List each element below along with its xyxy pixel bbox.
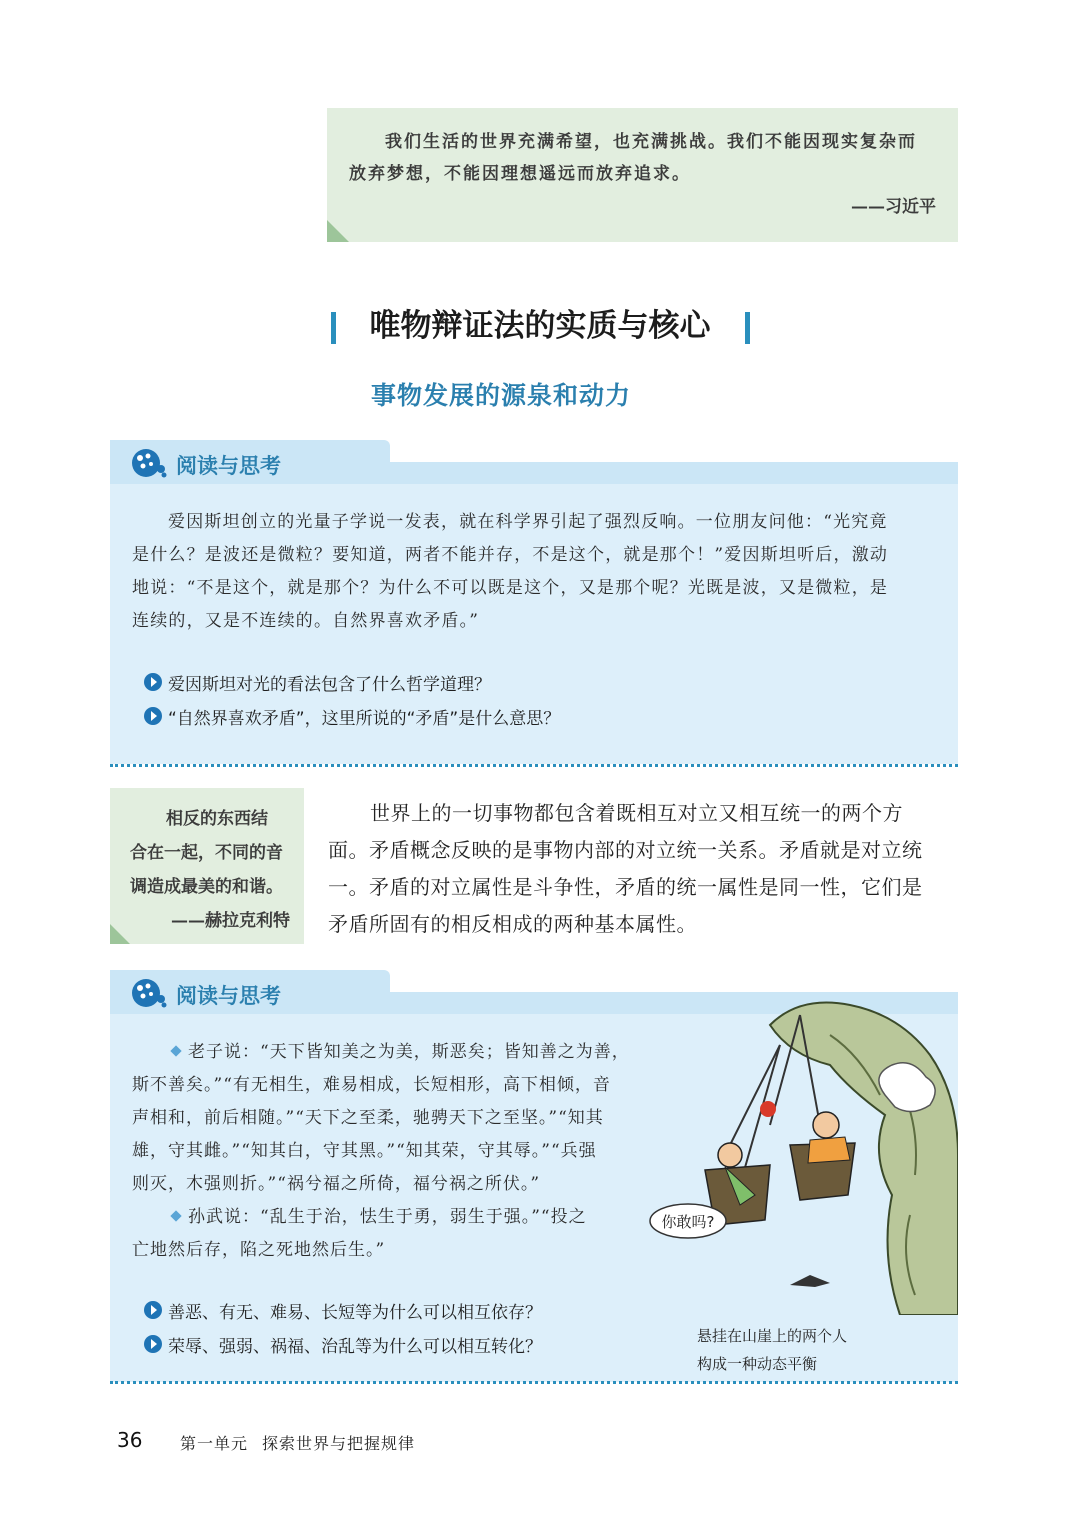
unit-label: 第一单元 (180, 1434, 249, 1453)
question-text: “自然界喜欢矛盾”，这里所说的“矛盾”是什么意思？ (168, 709, 561, 729)
reading2-line (132, 1201, 632, 1234)
reading2-line-text: 孙武说：“乱生于治，怯生于勇，弱生于强。”“投之 (188, 1207, 587, 1227)
arrow-bullet-icon (144, 1301, 162, 1319)
reading2-line: 声相和，前后相随。”“天下之至柔，驰骋天下之至坚。”“知其 (132, 1108, 604, 1128)
caption-line: 悬挂在山崖上的两个人 (697, 1327, 848, 1345)
top-quote-attribution: ——习近平 (851, 197, 936, 217)
question-item (168, 1298, 542, 1323)
reading2-line: 斯不善矣。”“有无相生，难易相成，长短相形，高下相倾，音 (132, 1075, 611, 1095)
question-text: 爱因斯坦对光的看法包含了什么哲学道理？ (168, 675, 491, 695)
footer-unit (180, 1431, 429, 1454)
reading2-text (132, 1036, 632, 1267)
top-quote-line1: 我们生活的世界充满希望，也充满挑战。我们不能因现实复杂而 (385, 132, 917, 152)
arrow-bullet-icon (144, 673, 162, 691)
side-quote-line: 合在一起，不同的音 (130, 843, 283, 863)
reading-tab (110, 440, 390, 484)
dotted-divider (110, 764, 958, 767)
reading-header: 阅读与思考 (176, 984, 281, 1008)
thinking-icon (128, 975, 168, 1009)
caption-line: 构成一种动态平衡 (697, 1355, 818, 1373)
reading1-line: 爱因斯坦创立的光量子学说一发表，就在科学界引起了强烈反响。一位朋友问他：“光究竟 (168, 512, 888, 532)
main-paragraph (328, 795, 958, 943)
reading-header: 阅读与思考 (176, 454, 281, 478)
section-title (0, 300, 1080, 345)
reading1-line: 是什么？是波还是微粒？要知道，两者不能并存，不是这个，就是那个！”爱因斯坦听后，激动 (132, 545, 889, 565)
thinking-icon (128, 445, 168, 479)
reading-tab (110, 970, 390, 1014)
question-item (168, 704, 560, 729)
reading2-line-text: 老子说：“天下皆知美之为美，斯恶矣；皆知善之为善， (188, 1042, 630, 1062)
top-quote-box (327, 108, 958, 242)
side-quote-box (110, 788, 304, 944)
top-quote-line2: 放弃梦想，不能因理想遥远而放弃追求。 (349, 164, 691, 184)
question-text: 善恶、有无、难易、长短等为什么可以相互依存？ (168, 1303, 542, 1323)
reading-box-1 (110, 454, 958, 764)
diamond-bullet-icon (170, 1210, 181, 1221)
reading1-line: 连续的，又是不连续的。自然界喜欢矛盾。” (132, 611, 480, 631)
unit-title: 探索世界与把握规律 (262, 1434, 416, 1453)
reading1-text (132, 506, 936, 638)
dotted-divider (110, 1381, 958, 1384)
tab-band (380, 462, 958, 484)
title-bar-left (331, 312, 336, 344)
side-quote-line: 调造成最美的和谐。 (130, 877, 283, 897)
side-quote-line: 相反的东西结 (166, 809, 268, 829)
title-bar-right (745, 312, 750, 344)
reading2-line: 亡地然后存，陷之死地然后生。” (132, 1240, 386, 1260)
speech-bubble-text: 你敢吗? (661, 1213, 715, 1231)
side-quote-attribution: ——赫拉克利特 (171, 911, 290, 931)
illustration-caption (697, 1322, 847, 1378)
page-number: 36 (117, 1428, 143, 1452)
arrow-bullet-icon (144, 707, 162, 725)
question-text: 荣辱、强弱、祸福、治乱等为什么可以相互转化？ (168, 1337, 542, 1357)
reading2-line: 则灭，木强则折。”“祸兮福之所倚，福兮祸之所伏。” (132, 1174, 541, 1194)
subsection-title: 事物发展的源泉和动力 (371, 381, 632, 410)
question-item (168, 670, 491, 695)
diamond-bullet-icon (170, 1045, 181, 1056)
paragraph-line: 世界上的一切事物都包含着既相互对立又相互统一的两个方 (370, 801, 903, 825)
page-fold-corner (110, 924, 130, 944)
page-fold-corner (327, 220, 349, 242)
section-title-text: 唯物辩证法的实质与核心 (369, 308, 711, 344)
reading1-line: 地说：“不是这个，就是那个？为什么不可以既是这个，又是那个呢？光既是波，又是微粒，是 (132, 578, 889, 598)
arrow-bullet-icon (144, 1335, 162, 1353)
question-item (168, 1332, 542, 1357)
cliff-illustration (630, 995, 958, 1315)
reading2-line: 雄，守其雌。”“知其白，守其黑。”“知其荣，守其辱。”“兵强 (132, 1141, 597, 1161)
paragraph-line: 矛盾所固有的相反相成的两种基本属性。 (328, 912, 697, 936)
paragraph-line: 一。矛盾的对立属性是斗争性，矛盾的统一属性是同一性，它们是 (328, 875, 923, 899)
paragraph-line: 面。矛盾概念反映的是事物内部的对立统一关系。矛盾就是对立统 (328, 838, 923, 862)
reading2-line (132, 1036, 632, 1069)
